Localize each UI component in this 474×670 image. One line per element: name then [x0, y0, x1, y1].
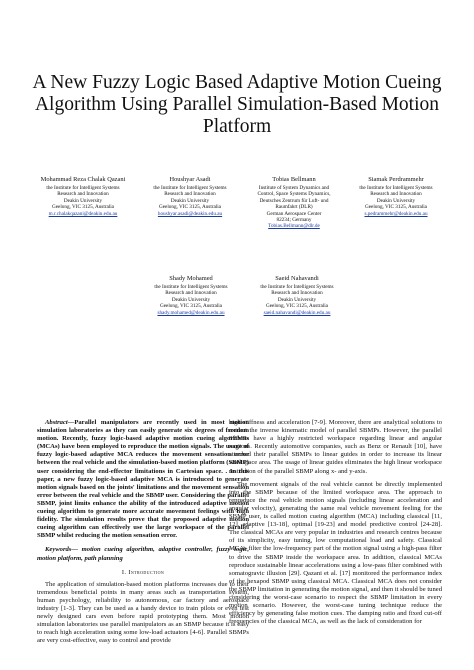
- author-affiliation-line: the Institute for Intelligent Systems: [46, 185, 120, 191]
- author-name: Mohammad Reza Chalak Qazani: [40, 176, 126, 183]
- author-affiliation-line: the Institute for Intelligent Systems: [260, 284, 334, 290]
- right-column: [229, 419, 442, 631]
- author-affiliation-line: Geelong, VIC 3125, Australia: [159, 303, 222, 310]
- author-email-link[interactable]: Tobias.Bellmann@dlr.de: [268, 223, 320, 230]
- author-block: [244, 176, 344, 230]
- author-affiliation-line: Deakin University: [171, 296, 211, 303]
- abstract-text: —Parallel manipulators are recently used in most motion simulation laboratories as they can easily generate six degrees of freedom motion. Recently, fuzzy logic-based adaptive motion cueing algorithms (MCAs) have been employed to reproduce the motion signals. The usage of fuzzy logic-based adaptive MCA reduces the movement sensation error between the real vehicle and the simulation-based motion platform (SBMP) user considering the end-effector limitations in Cartesian space. . In this paper, a new fuzzy logic-based adaptive MCA is introduced to generate motion signals based on the joints' limitations and the movement sensation error between the real vehicle and the SBMP user. Considering the parallel SBMP, joint limits enhance the ability of the introduced adaptive motion cueing algorithm to generate more accurate movement feelings with high fidelity. The simulation results prove that the proposed adaptive motion cueing algorithm can effectively use the large workspace of the parallel SBMP whilst reducing the motion sensation error.: [37, 419, 249, 540]
- author-affiliation-line: Research and Innovation: [271, 290, 323, 297]
- author-affiliation-line: Research and Innovation: [164, 191, 216, 198]
- author-affiliation-line: the Institute for Intelligent Systems: [153, 185, 227, 191]
- author-name: Shady Mohamed: [169, 275, 213, 282]
- author-affiliation-line: Geelong, VIC 3125, Australia: [364, 204, 427, 211]
- author-affiliation-line: 82234; Germany: [276, 217, 312, 224]
- author-block: [140, 176, 240, 217]
- author-affiliation-line: Research and Innovation: [57, 191, 109, 198]
- author-affiliation-line: the Institute for Intelligent Systems: [154, 284, 228, 290]
- author-email-link[interactable]: m.r.chalakqazani@deakin.edu.au: [48, 210, 118, 217]
- author-name: Siamak Perdrammehr: [368, 176, 424, 183]
- author-affiliation-line: Geelong, VIC 3125, Australia: [265, 303, 328, 310]
- author-affiliation-line: Deakin University: [170, 197, 210, 204]
- keywords-text: motion cueing algorithm, adaptive controller, fuzzy logic, motion platform, path planning: [37, 546, 249, 562]
- author-affiliation-line: Deakin University: [376, 197, 416, 204]
- body-paragraph: The application of simulation-based motion platforms increases due to their tremendous beneficial points in many areas such as transportation system, human psychology, reliability to autonomous, car factory and aerospace industry [1-3]. They can be used as a handy device to train pilots or even test newly designed cars even before rapid prototyping them. Most motion simulation laboratories use parallel manipulators as an SBMP because it is easy to reach high acceleration using some low-load actuators [4-6]. Parallel SBMPs are very cost-effective, easy to control and provide: [37, 580, 249, 645]
- abstract: [37, 419, 249, 540]
- author-block: [136, 275, 246, 316]
- author-affiliation-line: Geelong, VIC 3125, Australia: [158, 204, 221, 211]
- author-affiliation-line: the Institute for Intelligent Systems: [359, 185, 433, 191]
- author-affiliation-line: Geelong, VIC 3125, Australia: [51, 204, 114, 211]
- section-heading: I. Introduction: [121, 568, 165, 576]
- author-email-link[interactable]: houshyar.asadi@deakin.edu.au: [157, 210, 223, 217]
- author-affiliation-line: Institute of System Dynamics and: [258, 185, 330, 191]
- author-name: Tobias Bellmann: [272, 176, 316, 183]
- author-block: [30, 176, 136, 217]
- author-email-link[interactable]: shady.mohamed@deakin.edu.au: [157, 309, 225, 316]
- author-name: Saeid Nahavandi: [275, 275, 319, 282]
- author-name: Houshyar Asadi: [169, 176, 211, 183]
- author-email-link[interactable]: saeid.nahavandi@deakin.edu.au: [263, 309, 331, 316]
- author-affiliation-line: Research and Innovation: [370, 191, 422, 198]
- keywords: [37, 546, 249, 562]
- keywords-lead: Keywords—: [45, 546, 78, 554]
- author-block: [346, 176, 446, 217]
- left-column: [37, 419, 249, 650]
- abstract-lead: Abstract: [45, 419, 68, 426]
- author-affiliation-line: Deakin University: [277, 296, 317, 303]
- author-block: [242, 275, 352, 316]
- author-affiliation-line: Raumfahrt (DLR): [275, 204, 313, 211]
- author-affiliation-line: German Aerospace Center: [266, 210, 322, 217]
- body-paragraph: high stiffness and acceleration [7-9]. Moreover, there are analytical solutions to extract the inverse kinematic model of parallel SBMPs. However, the parallel SBMPs have a highly restricted workspace regarding linear and angular motions. Recently automotive companies, such as Benz or Renault [10], have attached their parallel SBMPs to linear guides in order to increase its linear workspace area. The usage of linear guides eliminates the high linear workspace restriction of the parallel SBMP along x- and y-axis.: [229, 419, 442, 475]
- author-affiliation-line: Deutsches Zentrum für Luft- und: [259, 197, 329, 204]
- paper-title: A New Fuzzy Logic Based Adaptive Motion Cueing Algorithm Using Parallel Simulation-Based Motion Platform: [32, 72, 442, 137]
- author-affiliation-line: Control, Space Systems Dynamics,: [257, 191, 331, 198]
- body-paragraph: The movement signals of the real vehicle cannot be directly implemented into the SBMP because of the limited workspace area. The approach to reproduce the real vehicle motion signals (including linear acceleration and angular velocity), generating the same real vehicle movement feeling for the SBMP user, is called motion cueing algorithm (MCA) including classical [11, 12], adaptive [13-18], optimal [19-23] and model predictive control [24-28]. The classical MCAs are very popular in industries and research centres because of its simplicity, easy tuning, low computational load and safety. Classical MCAs filter the low-frequency part of the motion signal using a high-pass filter to drive the SBMP inside the workspace area. In addition, classical MCAs reproduce sustainable linear accelerations using a low-pass filter combined with somatogravic illusion [29]. Qazani et al. [17] monitored the performance index of the hexapod SBMP using classical MCA. Classical MCA does not consider the SBMP limitation in generating the motion signal, and then it should be tuned considering the worst-case scenario to respect the SBMP limitation in every motion scenario. However, the worst-case tuning technique reduce the efficiency by generating false motion cues. The damping ratio and fixed cut-off frequencies of the classical MCA, as well as the lack of consideration for: [229, 480, 442, 626]
- author-email-link[interactable]: s.pedrammehr@deakin.edu.au: [364, 210, 428, 217]
- author-affiliation-line: Research and Innovation: [165, 290, 217, 297]
- author-affiliation-line: Deakin University: [63, 197, 103, 204]
